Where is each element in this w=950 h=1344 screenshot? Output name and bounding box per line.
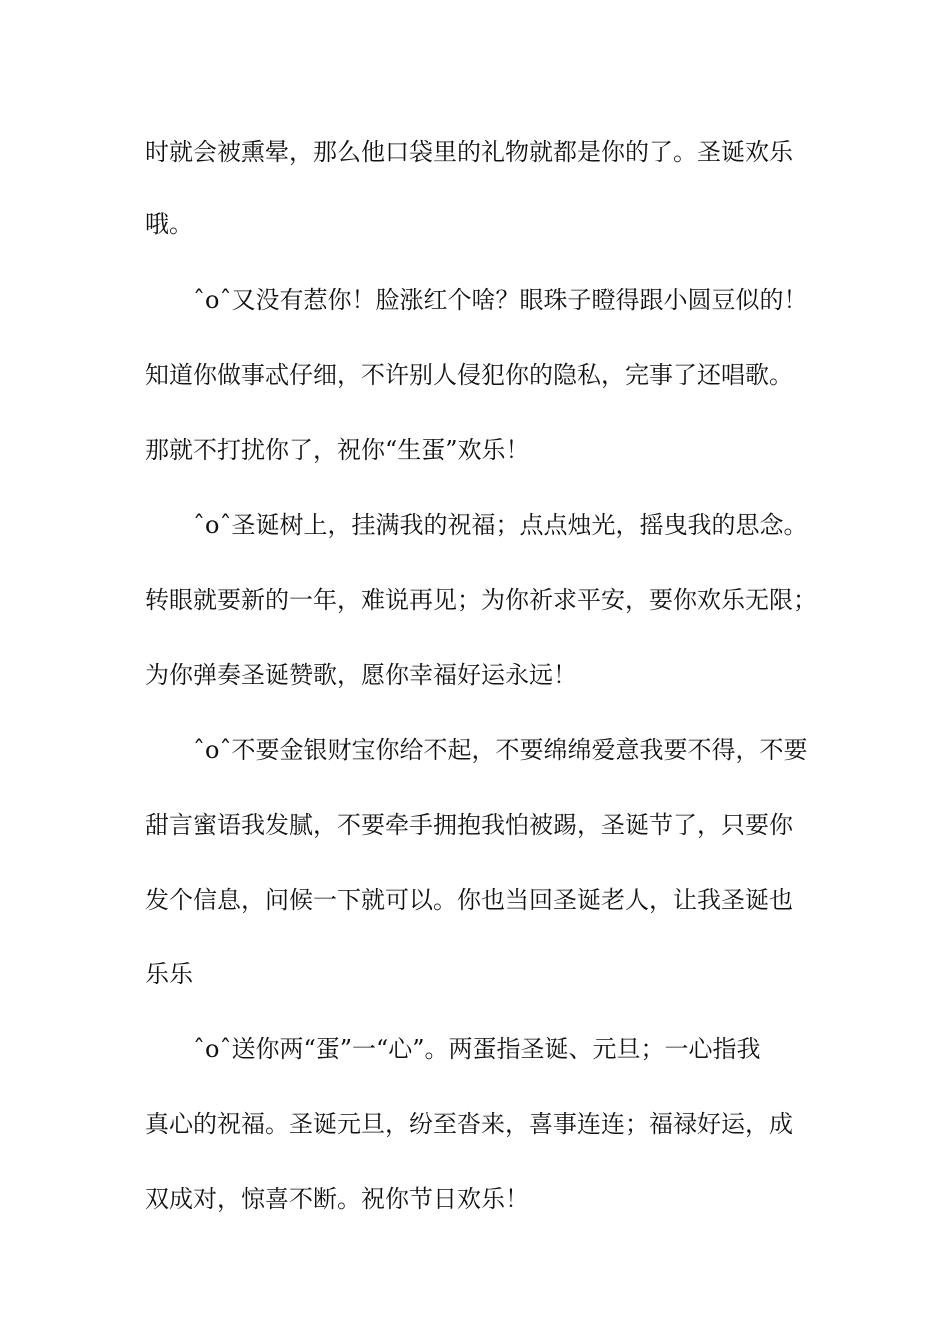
text-line: 甜言蜜语我发腻，不要牵手拥抱我怕被踢，圣诞节了，只要你 [145, 811, 793, 839]
text-line: 时就会被熏晕，那么他口袋里的礼物就都是你的了。圣诞欢乐 [145, 138, 793, 166]
paragraph-start-line: ˆoˆ又没有惹你！脸涨红个啥？眼珠子瞪得跟小圆豆似的！ [193, 286, 808, 314]
text-line: 为你弹奏圣诞赞歌，愿你幸福好运永远！ [145, 661, 577, 689]
paragraph-start-line: ˆoˆ不要金银财宝你给不起，不要绵绵爱意我要不得，不要 [193, 736, 808, 764]
text-line: 知道你做事忒仔细，不许别人侵犯你的隐私，完事了还唱歌。 [145, 361, 793, 389]
text-line: 乐乐 [145, 960, 193, 988]
paragraph-start-line: ˆoˆ圣诞树上，挂满我的祝福；点点烛光，摇曳我的思念。 [193, 511, 808, 539]
text-line: 那就不打扰你了，祝你“生蛋”欢乐！ [145, 436, 530, 464]
text-line: 哦。 [145, 210, 193, 238]
text-line: 转眼就要新的一年，难说再见；为你祈求平安，要你欢乐无限； [145, 586, 817, 614]
text-line: 双成对，惊喜不断。祝你节日欢乐！ [145, 1185, 529, 1213]
text-line: 真心的祝福。圣诞元旦，纷至沓来，喜事连连；福禄好运，成 [145, 1110, 793, 1138]
text-line: 发个信息，问候一下就可以。你也当回圣诞老人，让我圣诞也 [145, 886, 793, 914]
paragraph-start-line: ˆoˆ送你两“蛋”一“心”。两蛋指圣诞、元旦；一心指我 [193, 1035, 761, 1063]
